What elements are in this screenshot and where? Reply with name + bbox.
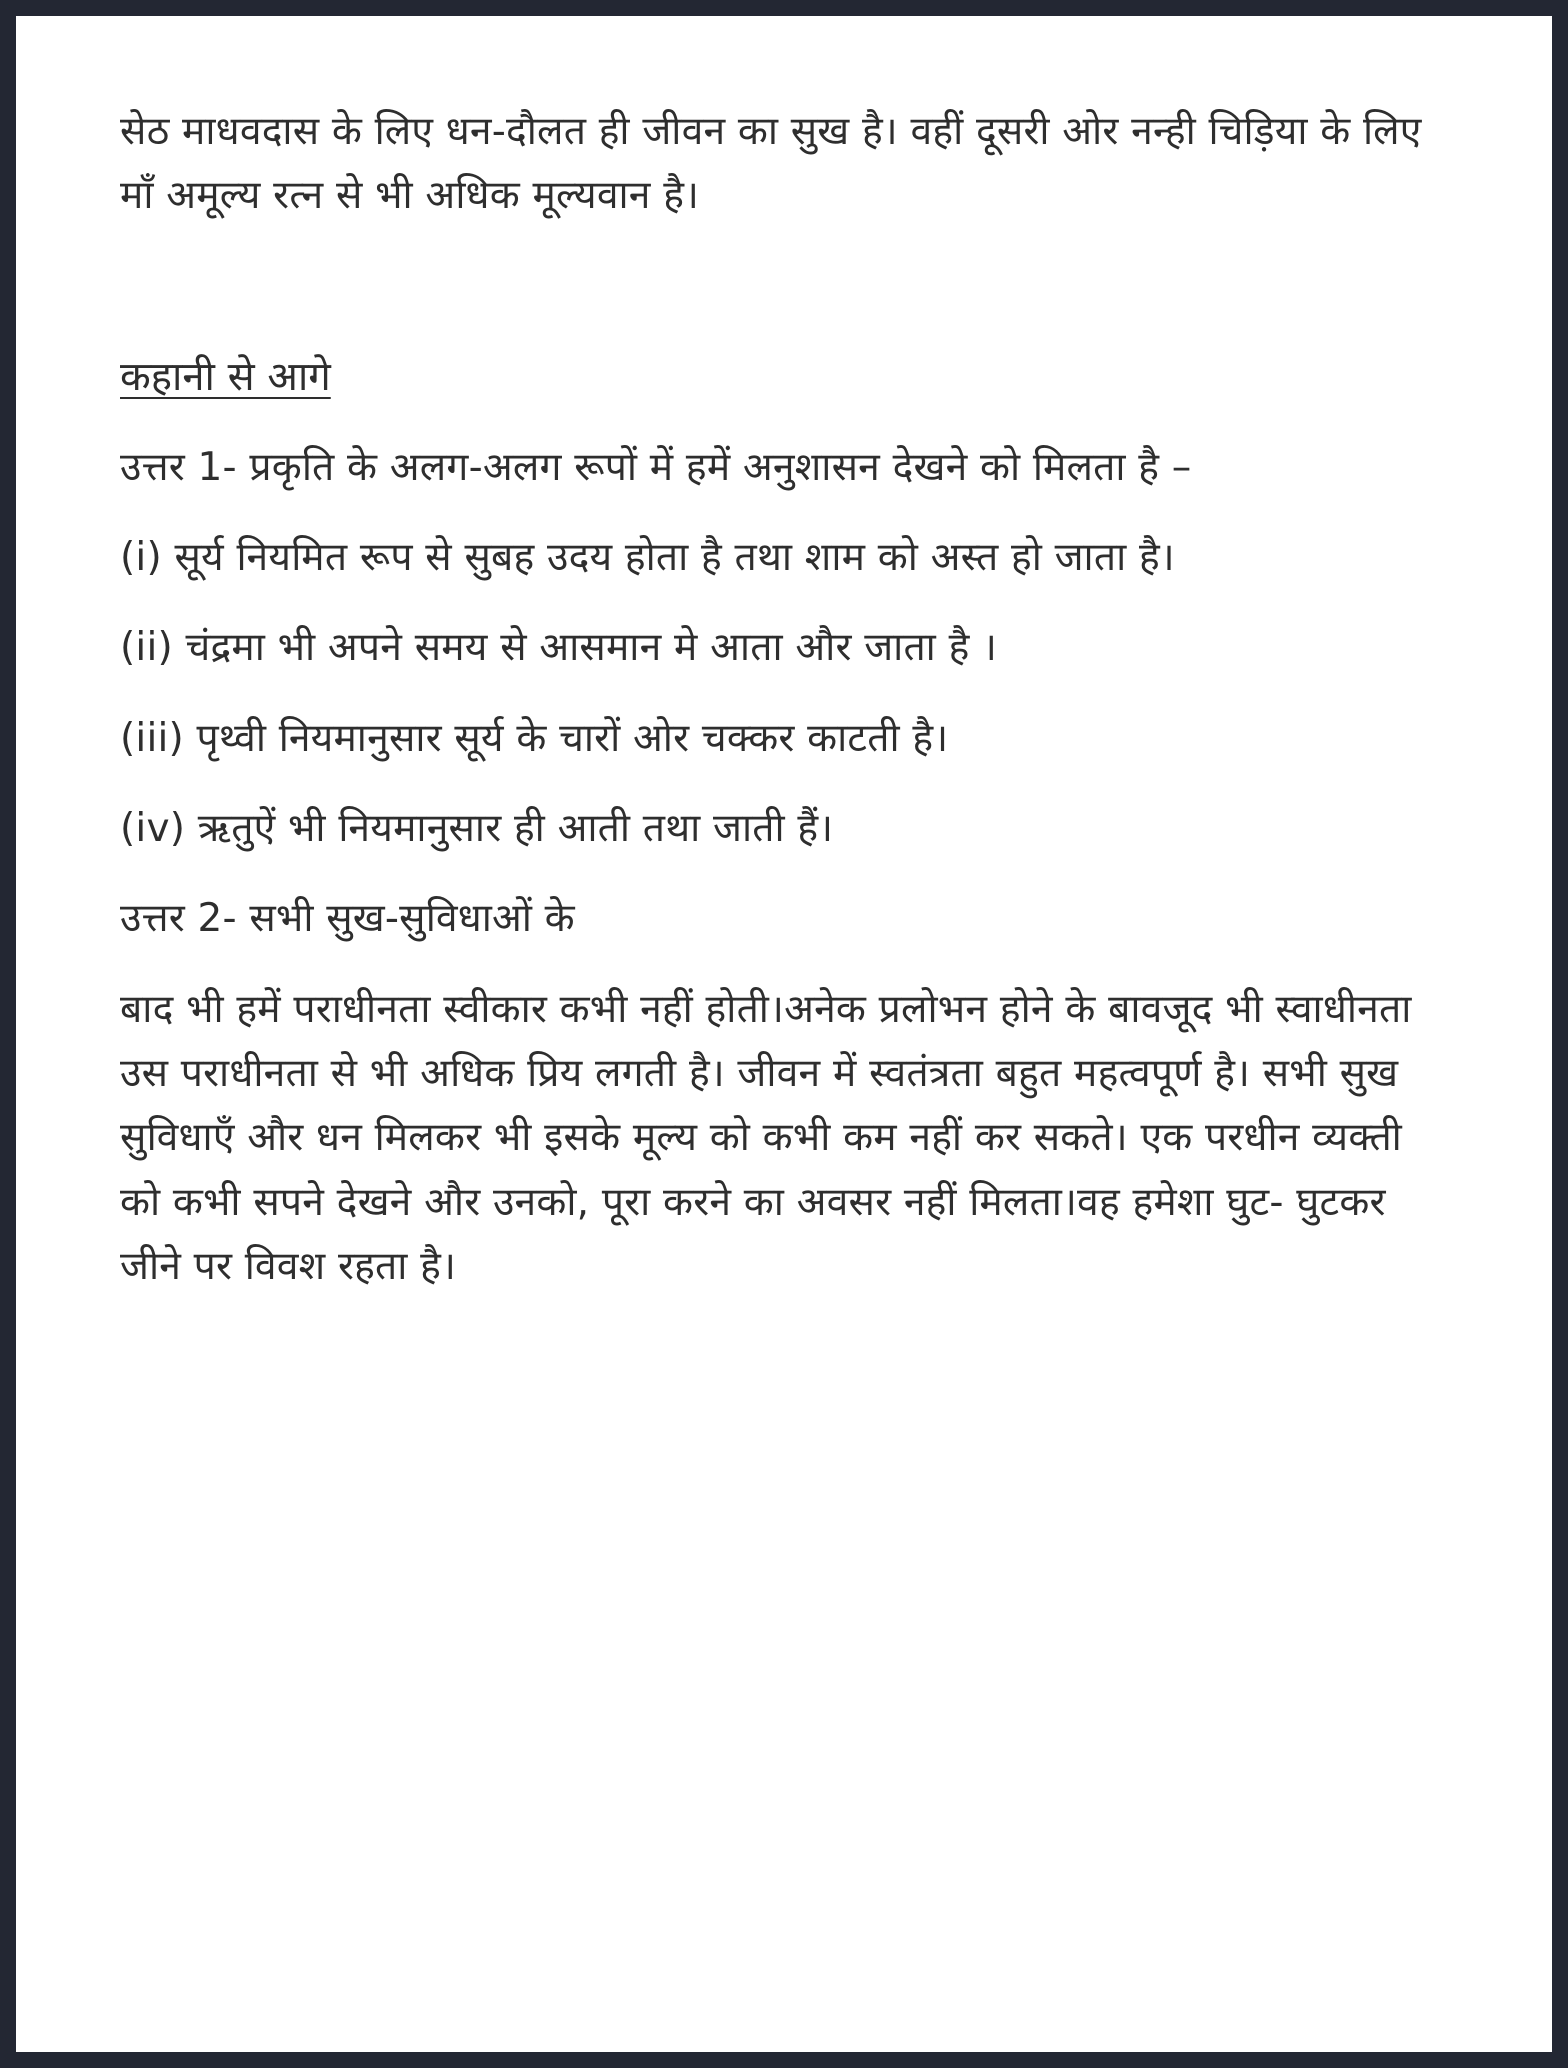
answer1-point-ii: (ii) चंद्रमा भी अपने समय से आसमान मे आता और जाता है । (120, 625, 998, 671)
document-content (16, 16, 1552, 1359)
intro-paragraph: सेठ माधवदास के लिए धन-दौलत ही जीवन का सुख है। वहीं दूसरी ओर नन्ही चिड़िया के लिए माँ अमूल्य रत्न से भी अधिक मूल्यवान है। (120, 109, 1422, 219)
answer1-intro: उत्तर 1- प्रकृति के अलग-अलग रूपों में हमें अनुशासन देखने को मिलता है – (120, 444, 1192, 490)
answer2-intro: उत्तर 2- सभी सुख-सुविधाओं के (120, 896, 575, 942)
answer1-point-iii: (iii) पृथ्वी नियमानुसार सूर्य के चारों ओर चक्कर काटती है। (120, 715, 949, 761)
answer2-body: बाद भी हमें पराधीनता स्वीकार कभी नहीं होती।अनेक प्रलोभन होने के बावजूद भी स्वाधीनता उस पराधीनता से भी अधिक प्रिय लगती है। जीवन में स्वतंत्रता बहुत महत्वपूर्ण है। सभी सुख सुविधाएँ और धन मिलकर भी इसके मूल्य को कभी कम नहीं कर सकते। एक परधीन व्यक्ती को कभी सपने देखने और उनको, पूरा करने का अवसर नहीं मिलता।वह हमेशा घुट- घुटकर जीने पर विवश रहता है। (120, 986, 1412, 1290)
answer1-point-iv: (iv) ऋतुऐं भी नियमानुसार ही आती तथा जाती हैं। (120, 806, 834, 852)
section-heading-row (120, 229, 1448, 436)
section-heading: कहानी से आगे (120, 353, 331, 400)
answer1-point-i: (i) सूर्य नियमित रूप से सुबह उदय होता है तथा शाम को अस्त हो जाता है। (120, 535, 1175, 581)
